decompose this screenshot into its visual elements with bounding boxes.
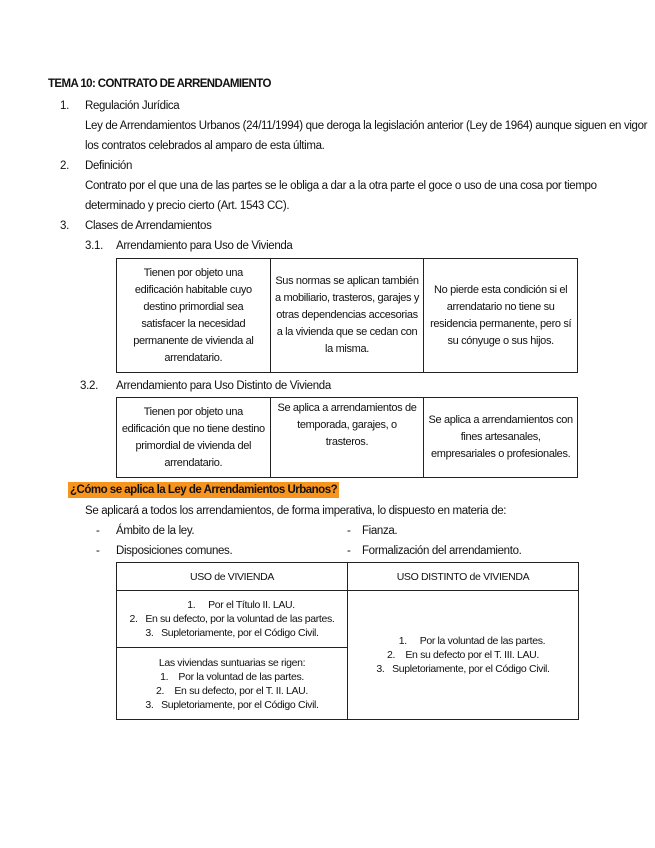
section-2-text-line-1: Contrato por el que una de las partes se le obliga a dar a la otra parte el goce o uso de una cosa por tiempo	[85, 180, 597, 192]
suntuarias-heading: Las viviendas suntuarias se rigen:	[158, 656, 306, 669]
bullet-dash: -	[347, 525, 351, 537]
header-uso-distinto: USO DISTINTO de VIVIENDA	[348, 563, 579, 591]
vivienda-cell-2: Sus normas se aplican también a mobiliario, trasteros, garajes y otras dependencias accesorias a la vivienda que se cedan con la misma.	[270, 259, 424, 373]
list-number: 1.	[187, 599, 196, 611]
subsection-3-2-heading: Arrendamiento para Uso Distinto de Vivienda	[116, 380, 331, 392]
subsection-3-1-heading: Arrendamiento para Uso de Vivienda	[116, 240, 293, 252]
distinto-characteristics-table	[116, 397, 578, 478]
section-1-number: 1.	[60, 100, 69, 112]
question-heading: ¿Cómo se aplica la Ley de Arrendamientos Urbanos?	[70, 484, 338, 496]
list-text: Supletoriamente, por el Código Civil.	[161, 698, 319, 711]
list-number: 2.	[387, 649, 396, 661]
vivienda-characteristics-table	[116, 258, 578, 373]
bullet-dash: -	[96, 545, 100, 557]
list-number: 3.	[376, 663, 385, 675]
list-text: En su defecto, por la voluntad de las partes.	[145, 613, 335, 625]
bullet-dash: -	[96, 525, 100, 537]
section-1-text-line-2: los contratos celebrados al amparo de esta última.	[85, 140, 325, 152]
section-3-heading: Clases de Arrendamientos	[85, 220, 212, 232]
list-text: Supletoriamente, por el Código Civil.	[392, 663, 550, 675]
list-number: 2.	[156, 684, 165, 697]
bullet-fianza: Fianza.	[362, 525, 398, 537]
suntuarias-cell	[117, 648, 348, 720]
bullet-disposiciones: Disposiciones comunes.	[116, 545, 233, 557]
section-3-number: 3.	[60, 220, 69, 232]
list-text: Por la voluntad de las partes.	[419, 635, 546, 647]
vivienda-cell-1: Tienen por objeto una edificación habitable cuyo destino primordial sea satisfacer la necesidad permanente de vivienda al arrendatario.	[117, 259, 271, 373]
header-uso-vivienda: USO de VIVIENDA	[117, 563, 348, 591]
list-text: Por la voluntad de las partes.	[178, 670, 304, 683]
vivienda-cell-3: No pierde esta condición si el arrendatario no tiene su residencia permanente, pero sí su cónyuge o sus hijos.	[424, 259, 578, 373]
list-text: Supletoriamente, por el Código Civil.	[161, 627, 319, 639]
document-title: TEMA 10: CONTRATO DE ARRENDAMIENTO	[48, 78, 271, 90]
section-1-heading: Regulación Jurídica	[85, 100, 180, 112]
question-intro: Se aplicará a todos los arrendamientos, de forma imperativa, lo dispuesto en materia de:	[85, 505, 507, 517]
subsection-3-1-number: 3.1.	[85, 240, 103, 252]
list-number: 1.	[160, 670, 169, 683]
list-number: 1.	[398, 635, 407, 647]
distinto-cell-1: Tienen por objeto una edificación que no tiene destino primordial de vivienda del arrendatario.	[117, 398, 271, 478]
bullet-formalizacion: Formalización del arrendamiento.	[362, 545, 522, 557]
section-1-text-line-1: Ley de Arrendamientos Urbanos (24/11/1994) que deroga la legislación anterior (Ley de 1964) aunque siguen en vigor	[85, 120, 648, 132]
section-2-text-line-2: determinado y precio cierto (Art. 1543 CC).	[85, 200, 290, 212]
list-text: En su defecto por el T. III. LAU.	[405, 649, 539, 661]
list-number: 2.	[129, 613, 138, 625]
distinto-cell-3: Se aplica a arrendamientos con fines artesanales, empresariales o profesionales.	[424, 398, 578, 478]
list-number: 3.	[145, 698, 154, 711]
section-2-heading: Definición	[85, 160, 132, 172]
list-number: 3.	[145, 627, 154, 639]
uses-comparison-table	[116, 562, 579, 720]
list-text: En su defecto, por el T. II. LAU.	[174, 684, 308, 697]
bullet-dash: -	[347, 545, 351, 557]
distinto-cell-2: Se aplica a arrendamientos de temporada, garajes, o trasteros.	[270, 398, 424, 478]
section-2-number: 2.	[60, 160, 69, 172]
subsection-3-2-number: 3.2.	[80, 380, 98, 392]
distinto-regulation-cell	[348, 591, 579, 720]
vivienda-regulation-cell	[117, 591, 348, 648]
list-text: Por el Título II. LAU.	[208, 599, 295, 611]
bullet-ambito: Ámbito de la ley.	[116, 525, 195, 537]
